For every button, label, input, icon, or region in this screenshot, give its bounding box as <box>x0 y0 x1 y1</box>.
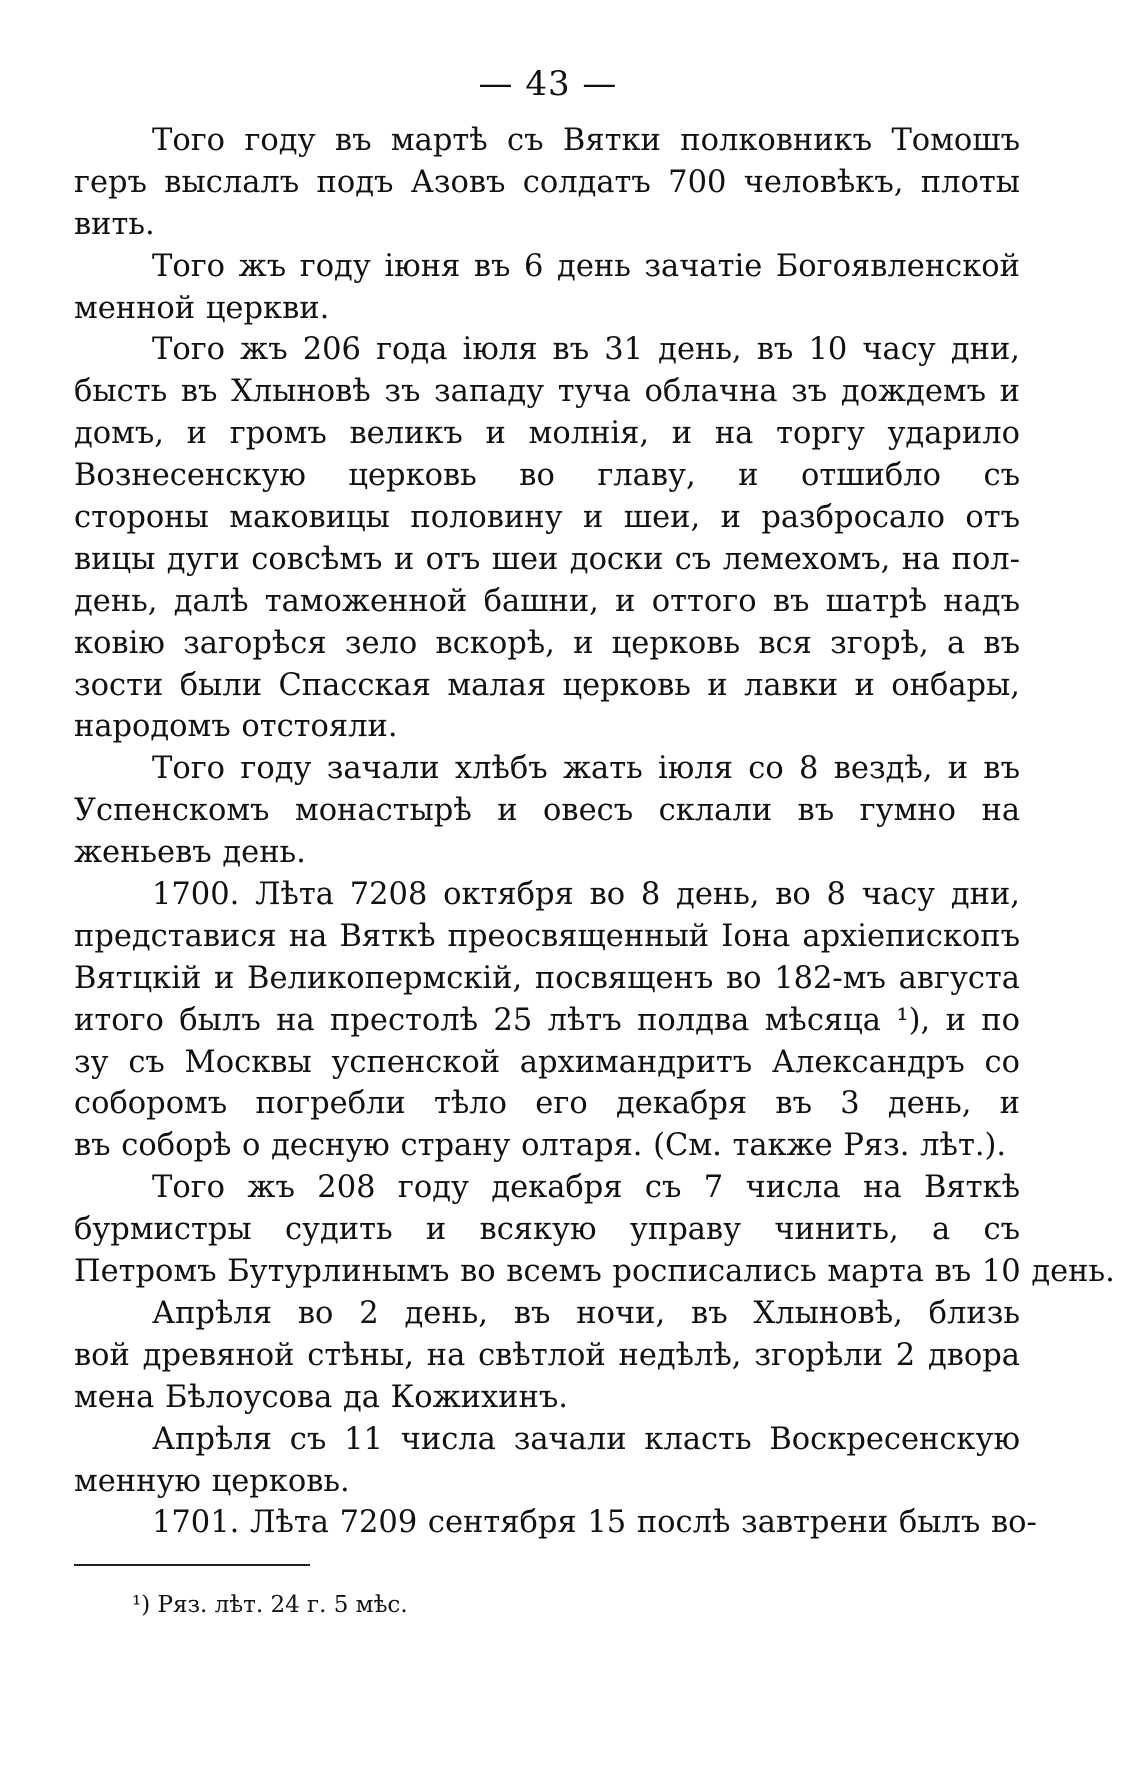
line-text: стороны маковицы половину и шеи, и разбросало отъ <box>74 500 1020 536</box>
paragraph <box>74 246 1020 330</box>
text-line <box>74 204 1020 246</box>
paragraph <box>74 1167 1115 1293</box>
line-text: бысть въ Хлыновѣ зъ западу туча облачна зъ дождемъ и <box>74 374 1020 410</box>
text-line <box>74 455 1020 497</box>
line-text: представися на Вяткѣ преосвященный Іона архіепископъ <box>74 918 1020 954</box>
line-text: 1701. Лѣта 7209 сентября 15 послѣ завтрени былъ во- <box>152 1505 1037 1541</box>
paragraph <box>74 1502 1037 1544</box>
line-text: вицы дуги совсѣмъ и отъ шеи доски съ лемехомъ, на пол- <box>74 541 1020 577</box>
line-text: итого былъ на престолѣ 25 лѣтъ полдва мѣсяца ¹), и по <box>74 1002 1020 1038</box>
text-line <box>74 1000 1020 1042</box>
text-line <box>74 329 1020 371</box>
line-text: Того году зачали хлѣбъ жать іюля со 8 вездѣ, и въ <box>152 751 1020 787</box>
text-line <box>74 1335 1020 1377</box>
text-line <box>74 162 1020 204</box>
line-text: зу съ Москвы успенской архимандритъ Александръ со <box>74 1044 1020 1080</box>
line-text: 1700. Лѣта 7208 октября во 8 день, во 8 часу дни, <box>152 877 1020 913</box>
text-line <box>74 916 1020 958</box>
line-text: бурмистры судить и всякую управу чинить, а съ <box>74 1212 1020 1248</box>
text-line <box>74 371 1020 413</box>
line-text: геръ выслалъ подъ Азовъ солдатъ 700 человѣкъ, плоты <box>74 164 1020 200</box>
text-line <box>74 1251 1115 1293</box>
line-text: ковію загорѣся зело вскорѣ, и церковь вся згорѣ, а въ <box>74 625 1020 661</box>
footnote <box>74 1590 1020 1620</box>
paragraph <box>74 748 1020 874</box>
page <box>74 62 1115 1620</box>
line-text: Того году въ мартѣ съ Вятки полковникъ Томошъ <box>152 123 1020 158</box>
text-line <box>74 1293 1020 1335</box>
paragraph <box>74 1419 1020 1503</box>
line-text: Того жъ 206 года іюля въ 31 день, въ 10 часу дни, <box>152 332 1020 368</box>
line-text: вой древяной стѣны, на свѣтлой недѣлѣ, згорѣли 2 двора <box>74 1337 1020 1373</box>
text-line <box>74 581 1020 623</box>
line-text: женьевъ день. <box>74 835 306 871</box>
text-line <box>74 120 1020 162</box>
line-text: соборомъ погребли тѣло его декабря въ 3 день, и <box>74 1086 1020 1122</box>
line-text: Того жъ 208 году декабря съ 7 числа на Вяткѣ <box>152 1170 1020 1206</box>
text-line <box>74 706 1020 748</box>
text-line <box>74 1167 1020 1209</box>
line-text: народомъ отстояли. <box>74 709 398 745</box>
line-text: день, далѣ таможенной башни, и оттого въ шатрѣ надъ <box>74 583 1020 619</box>
footnote-divider <box>74 1564 310 1566</box>
line-text: въ соборѣ о десную страну олтаря. (См. также Ряз. лѣт.). <box>74 1128 1007 1164</box>
paragraph <box>74 874 1020 1167</box>
text-line <box>74 958 1020 1000</box>
line-text: Вознесенскую церковь во главу, и отшибло съ <box>74 458 1020 494</box>
text-line <box>74 413 1020 455</box>
line-text: Апрѣля во 2 день, въ ночи, въ Хлыновѣ, близь <box>152 1295 1020 1331</box>
text-line <box>74 288 1020 330</box>
text-line <box>74 1125 1020 1167</box>
page-number: — 43 — <box>478 64 618 104</box>
line-text: Успенскомъ монастырѣ и овесъ склали въ гумно на <box>74 793 1020 829</box>
text-line <box>74 874 1020 916</box>
footnote-text: ¹) Ряз. лѣт. 24 г. 5 мѣс. <box>132 1592 408 1619</box>
text-line <box>74 1502 1037 1544</box>
text-line <box>74 1209 1020 1251</box>
text-line <box>74 623 1020 665</box>
text-line <box>74 790 1020 832</box>
paragraph <box>74 120 1020 246</box>
paragraph <box>74 1293 1020 1419</box>
text-line <box>74 748 1020 790</box>
text-line <box>74 497 1020 539</box>
line-text: менную церковь. <box>74 1463 350 1499</box>
line-text: Того жъ году іюня въ 6 день зачатіе Богоявленской <box>152 248 1020 284</box>
text-line <box>74 1377 1020 1419</box>
line-text: Вятцкій и Великопермскій, посвященъ во 182-мъ августа <box>74 960 1020 996</box>
line-text: мена Бѣлоусова да Кожихинъ. <box>74 1379 568 1415</box>
line-text: вить. <box>74 206 155 242</box>
line-text: Апрѣля съ 11 числа зачали класть Воскресенскую <box>152 1421 1020 1457</box>
text-line <box>74 1419 1020 1461</box>
line-text: зости были Спасская малая церковь и лавки и онбары, <box>74 667 1020 703</box>
text-line <box>74 665 1020 707</box>
text-body <box>74 120 1115 1544</box>
line-text: Петромъ Бутурлинымъ во всемъ росписались марта въ 10 день. <box>74 1254 1115 1290</box>
text-line <box>74 1083 1020 1125</box>
text-line <box>74 539 1020 581</box>
text-line <box>74 832 1020 874</box>
line-text: менной церкви. <box>74 290 330 326</box>
text-line <box>74 1461 1020 1503</box>
text-line <box>74 1042 1020 1084</box>
paragraph <box>74 329 1020 748</box>
text-line <box>74 246 1020 288</box>
line-text: домъ, и громъ великъ и молнія, и на торгу ударило <box>74 416 1020 452</box>
